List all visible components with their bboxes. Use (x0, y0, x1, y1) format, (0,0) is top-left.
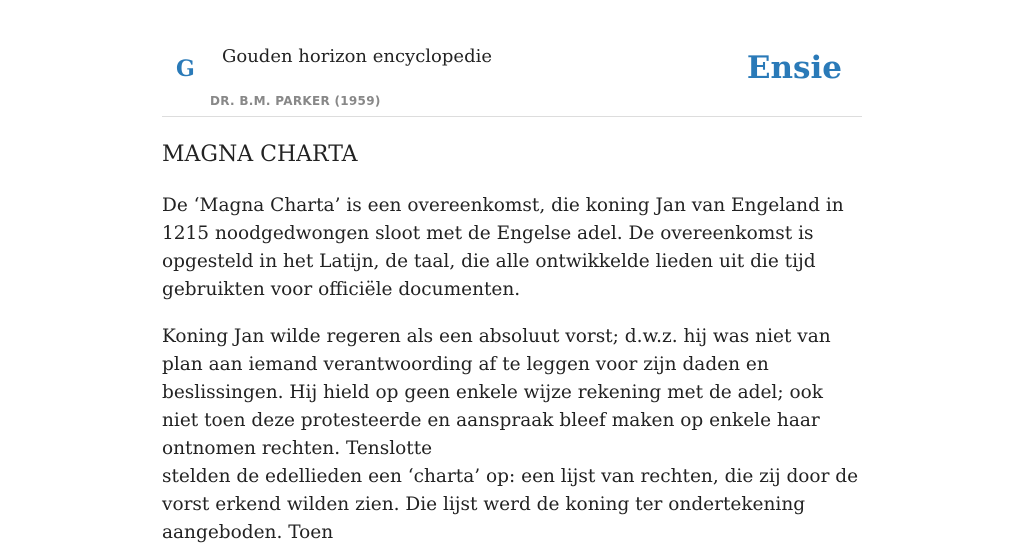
source-author: DR. B.M. PARKER (1959) (210, 94, 381, 108)
page (162, 0, 862, 543)
entry-paragraph: Koning Jan wilde regeren als een absoluut vorst; d.w.z. hij was niet van plan aan iemand verantwoording af te leggen voor zijn daden en beslissingen. Hij hield op geen enkele wijze rekening met de adel; ook niet toen deze protesteerde en aanspraak bleef maken op enkele haar ontnomen rechten. Tenslotte (162, 326, 831, 459)
entry-title: MAGNA CHARTA (162, 142, 358, 167)
brand-logo[interactable]: Ensie (746, 50, 842, 86)
entry-paragraph: stelden de edellieden een ‘charta’ op: een lijst van rechten, die zij door de vorst erkend wilden zien. Die lijst werd de koning ter ondertekening aangeboden. Toen (162, 466, 859, 543)
source-header (162, 0, 862, 117)
source-title[interactable]: Gouden horizon encyclopedie (222, 46, 492, 67)
source-logo[interactable]: G (176, 56, 195, 82)
entry-paragraph: De ‘Magna Charta’ is een overeenkomst, die koning Jan van Engeland in 1215 noodgedwongen sloot met de Engelse adel. De overeenkomst is opgesteld in het Latijn, de taal, die alle ontwikkelde lieden uit die tijd gebruikten voor officiële documenten. (162, 195, 844, 300)
